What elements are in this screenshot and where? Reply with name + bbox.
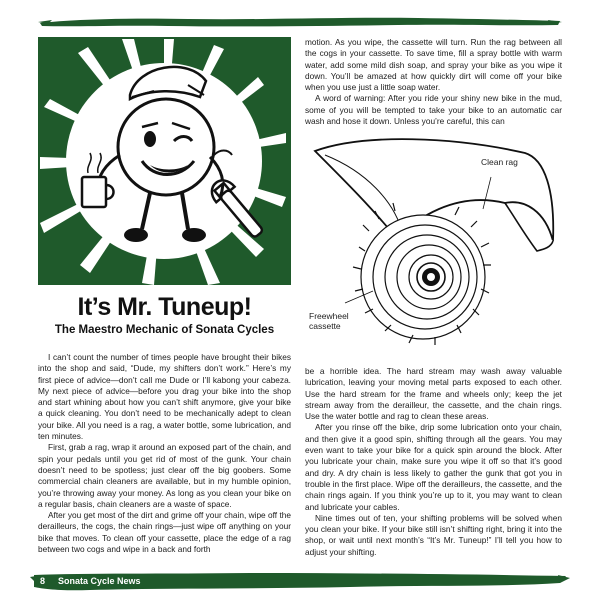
paragraph: First, grab a rag, wrap it around an exposed part of the chain, and spin your pedals until you get rid of most of the gunk. Your chain doesn’t need to be spotless; just clear off the big goobers. Some commercial chain cleaners are available, but in my humble opinion, you’re throwing away your money. As long as you clean your bike on a regular basis, chain cleaners are a waste of space. (38, 442, 291, 509)
right-column-top (305, 37, 562, 127)
article-subtitle: The Maestro Mechanic of Sonata Cycles (54, 324, 275, 336)
paragraph: I can’t count the number of times people have brought their bikes into the shop and said, “Dude, my shifters don’t work.” Here’s my first piece of advice—don’t call me Dude or I’ll kabong your cabeza. My next piece of advice—before you drag your bike into the shop and start whining about how you can’t shift anymore, give your bike a quick cleaning. You don’t need to be mechanically adept to clean your bike. All you need is a rag, a water bottle, some lubrication, and ten minutes. (38, 352, 291, 442)
paragraph: After you get most of the dirt and grime off your chain, wipe off the derailleurs, the cogs, the chain rings—just wipe off anything on your bike that moves. To clean off your cassette, place the edge of a rag between two cogs and wipe in a back and forth (38, 510, 291, 555)
header-brush-stroke (38, 14, 562, 30)
publication-name: Sonata Cycle News (58, 576, 141, 586)
paragraph: After you rinse off the bike, drip some lubrication onto your chain, and then give it a good spin, shifting through all the gears. You may even want to take your bike for a quick spin around the block. After you lubricate your chain, make sure you wipe it off so that it’s good and dry. A dry chain is less likely to gather the gunk that got you in trouble in the first place. Wipe off the derailleurs, the cassette, and the chain rings again. If you think you’re up to it, you may want to clean and lubricate your cables. (305, 422, 562, 512)
paragraph: A word of warning: After you ride your shiny new bike in the mud, some of you will be tempted to take your bike to an automatic car wash and hose it down. Unless you’re careful, this can (305, 93, 562, 127)
cassette-cleaning-figure (305, 131, 562, 359)
paragraph: Nine times out of ten, your shifting problems will be solved when you clean your bike. If your bike still isn’t shifting right, bring it into the shop, or wait until next month’s “It’s Mr. Tuneup!” I’ll tell you how to adjust your shifting. (305, 512, 562, 557)
mascot-mechanic-icon (38, 37, 291, 285)
label-freewheel-cassette: Freewheel cassette (309, 311, 349, 331)
page-number: 8 (40, 576, 46, 586)
label-clean-rag: Clean rag (481, 157, 518, 167)
article-title: It’s Mr. Tuneup! (77, 293, 252, 321)
paragraph: motion. As you wipe, the cassette will turn. Run the rag between all the cogs in your cassette. To save time, fill a spray bottle with warm water, add some mild dish soap, and spray your bike as you wipe it down. You’ll be amazed at how quickly dirt will come off your bike when you use just a little soap water. (305, 37, 562, 93)
mascot-illustration (38, 37, 291, 285)
paragraph: be a horrible idea. The hard stream may wash away valuable lubrication, leaving your moving metal parts exposed to each other. Use the hard stream for the frame and wheels only; keep the jet stream away from the derailleur, the cassette, and the chain rings. Use the water bottle and rag to clean these areas. (305, 366, 562, 422)
right-column-bottom (305, 366, 562, 558)
left-column (38, 352, 291, 555)
